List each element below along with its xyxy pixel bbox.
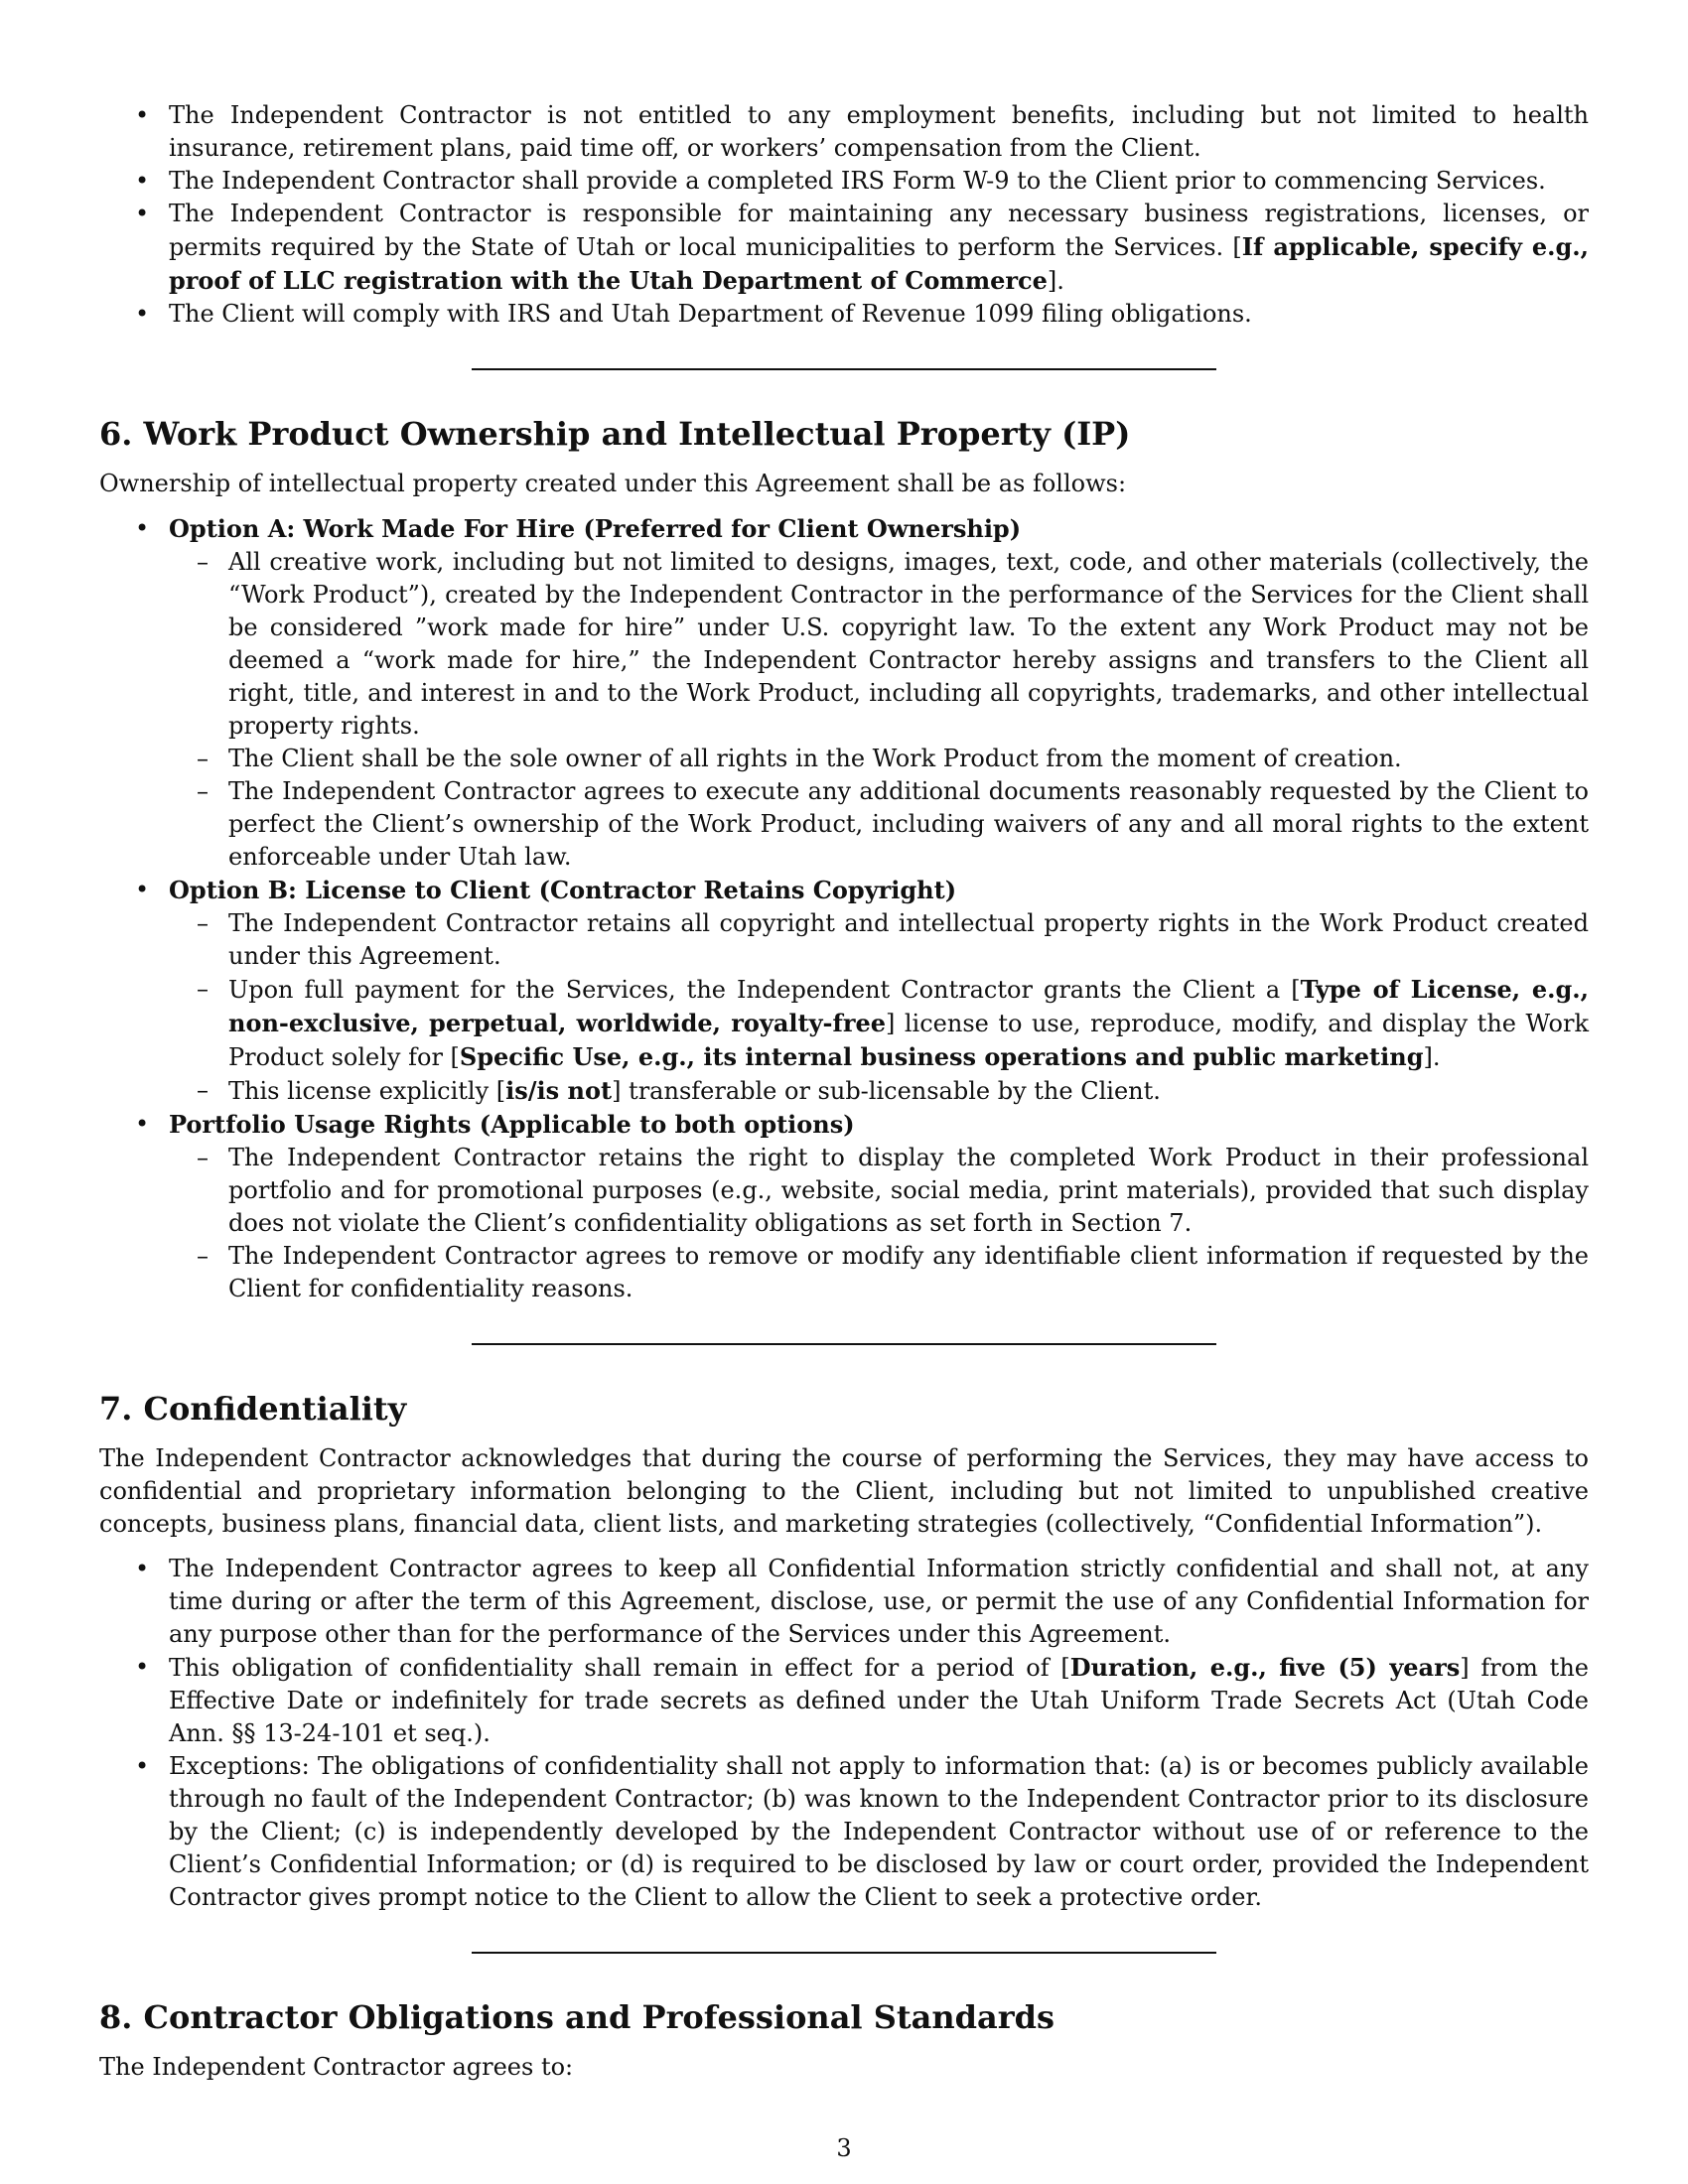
list-item: • Exceptions: The obligations of confidentiality shall not apply to information that: (a) is or becomes publicly available through no fault of the Independent Contractor; (b) was known to the Independent Contractor prior to its disclosure by the Client; (c) is independently developed by the Independent Contractor without use of or reference to the Client’s Confidential Information; or (d) is required to be disclosed by law or court order, provided the Independent Contractor gives prompt notice to the Client to allow the Client to seek a protective order.: [99, 1750, 1589, 1914]
section-8-heading: 8. Contractor Obligations and Professional Standards: [99, 1998, 1055, 2036]
list-item: – All creative work, including but not limited to designs, images, text, code, and other materials (collectively, the “Work Product”), created by the Independent Contractor in the performance of the Services for the Client shall be considered ”work made for hire” under U.S. copyright law. To the extent any Work Product may not be deemed a “work made for hire,” the Independent Contractor hereby assigns and transfers to the Client all right, title, and interest in and to the Work Product, including all copyrights, trademarks, and other intellectual property rights.: [169, 546, 1589, 743]
list-item: • The Independent Contractor shall provide a completed IRS Form W-9 to the Client prior to commencing Services.: [99, 165, 1589, 198]
list-item: – Upon full payment for the Services, the Independent Contractor grants the Client a [Type of License, e.g., non-exclusive, perpetual, worldwide, royalty-free] license to use, reproduce, modify, and display the Work Product solely for [Specific Use, e.g., its internal business operations and public marketing].: [169, 973, 1589, 1074]
list-item: – The Independent Contractor agrees to execute any additional documents reasonably requested by the Client to perfect the Client’s ownership of the Work Product, including waivers of any and all moral rights to the extent enforceable under Utah law.: [169, 775, 1589, 874]
option-a-title: Option A: Work Made For Hire (Preferred for Client Ownership): [169, 514, 1022, 543]
portfolio-item: [99, 1108, 1589, 1305]
list-item: – The Independent Contractor retains all copyright and intellectual property rights in the Work Product created under this Agreement.: [169, 907, 1589, 973]
document-page: [99, 99, 1589, 2084]
section-divider: [472, 1952, 1216, 1954]
list-item: – The Client shall be the sole owner of all rights in the Work Product from the moment of creation.: [169, 743, 1589, 775]
section-divider: [472, 368, 1216, 370]
portfolio-sublist: [169, 1142, 1589, 1305]
option-b-item: [99, 874, 1589, 1108]
list-item: • The Independent Contractor agrees to keep all Confidential Information strictly confidential and shall not, at any time during or after the term of this Agreement, disclose, use, or permit the use of any Confidential Information for any purpose other than for the performance of the Services under this Agreement.: [99, 1553, 1589, 1651]
portfolio-title: Portfolio Usage Rights (Applicable to both options): [169, 1110, 855, 1139]
option-a-sublist: [169, 546, 1589, 874]
section-divider: [472, 1343, 1216, 1345]
list-item: – This license explicitly [is/is not] transferable or sub-licensable by the Client.: [169, 1074, 1589, 1108]
list-item: • The Client will comply with IRS and Utah Department of Revenue 1099 filing obligations.: [99, 298, 1589, 331]
ip-options-list: [99, 512, 1589, 1305]
section-7-heading: 7. Confidentiality: [99, 1390, 407, 1428]
option-a-item: [99, 512, 1589, 874]
option-b-title: Option B: License to Client (Contractor Retains Copyright): [169, 876, 957, 904]
section-8-intro: The Independent Contractor agrees to:: [99, 2053, 574, 2081]
list-item: • The Independent Contractor is responsible for maintaining any necessary business registrations, licenses, or permits required by the State of Utah or local municipalities to perform the Services. [If applicable, specify e.g., proof of LLC registration with the Utah Department of Commerce].: [99, 198, 1589, 298]
section-7-intro: The Independent Contractor acknowledges that during the course of performing the Services, they may have access to confidential and proprietary information belonging to the Client, including but not limited to unpublished creative concepts, business plans, financial data, client lists, and marketing strategies (collectively, “Confidential Information”).: [99, 1444, 1589, 1538]
list-item: – The Independent Contractor retains the right to display the completed Work Product in their professional portfolio and for promotional purposes (e.g., website, social media, print materials), provided that such display does not violate the Client’s confidentiality obligations as set forth in Section 7.: [169, 1142, 1589, 1240]
section-6-intro: Ownership of intellectual property created under this Agreement shall be as follows:: [99, 470, 1127, 497]
list-item: • The Independent Contractor is not entitled to any employment benefits, including but not limited to health insurance, retirement plans, paid time off, or workers’ compensation from the Client.: [99, 99, 1589, 165]
section-5-bullet-list: [99, 99, 1589, 331]
option-b-sublist: [169, 907, 1589, 1108]
list-item: – The Independent Contractor agrees to remove or modify any identifiable client information if requested by the Client for confidentiality reasons.: [169, 1240, 1589, 1305]
section-6-heading: 6. Work Product Ownership and Intellectual Property (IP): [99, 415, 1131, 453]
list-item: • This obligation of confidentiality shall remain in effect for a period of [Duration, e.g., five (5) years] from the Effective Date or indefinitely for trade secrets as defined under the Utah Uniform Trade Secrets Act (Utah Code Ann. §§ 13-24-101 et seq.).: [99, 1651, 1589, 1750]
confidentiality-list: [99, 1553, 1589, 1914]
page-number: 3: [836, 2134, 852, 2162]
